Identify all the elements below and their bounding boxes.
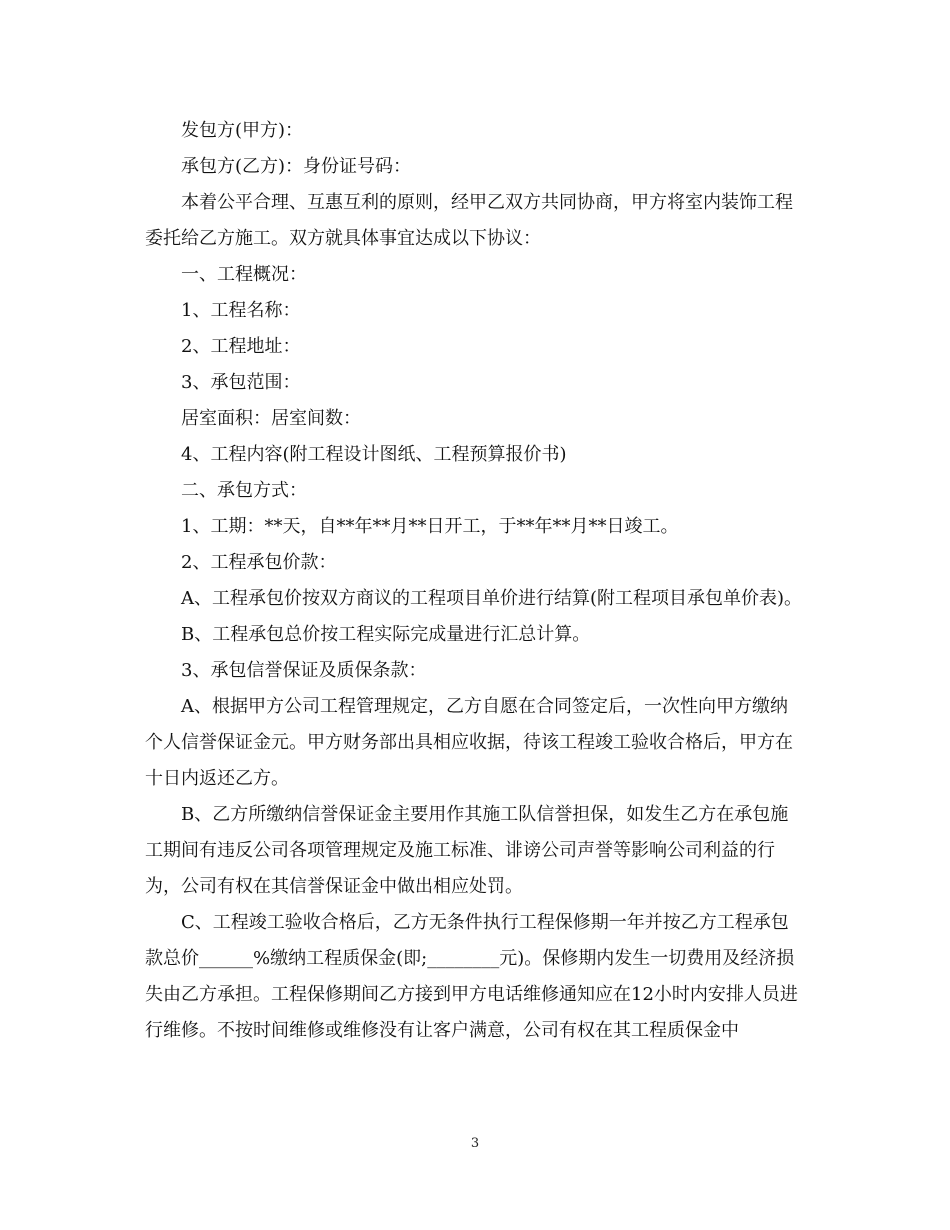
- paragraph-preamble: 本着公平合理、互惠互利的原则，经甲乙双方共同协商，甲方将室内装饰工程委托给乙方施工。双方就具体事宜达成以下协议：: [145, 192, 793, 249]
- paragraph-guarantee-a: A、根据甲方公司工程管理规定，乙方自愿在合同签定后，一次性向甲方缴纳个人信誉保证金元。甲方财务部出具相应收据，待该工程竣工验收合格后，甲方在十日内返还乙方。: [145, 696, 793, 789]
- paragraph-scope: 3、承包范围：: [181, 372, 301, 393]
- paragraph-price: 2、工程承包价款：: [181, 552, 337, 573]
- paragraph-guarantee-c: C、工程竣工验收合格后，乙方无条件执行工程保修期一年并按乙方工程承包款总价______%缴纳工程质保金(即;________元)。保修期内发生一切费用及经济损失由乙方承担。工程保修期间乙方接到甲方电话维修通知应在12小时内安排人员进行维修。不按时间维修或维修没有让客户满意，公司有权在其工程质保金中: [145, 912, 798, 1041]
- document-body: [145, 113, 805, 1049]
- paragraph-party-b: 承包方(乙方)：身份证号码：: [181, 156, 412, 177]
- paragraph-price-b: B、工程承包总价按工程实际完成量进行汇总计算。: [181, 624, 591, 645]
- paragraph-room-area: 居室面积：居室间数：: [181, 408, 361, 429]
- section-heading-contract-method: 二、承包方式：: [181, 480, 307, 501]
- paragraph-party-a: 发包方(甲方)：: [181, 120, 304, 141]
- paragraph-price-a: A、工程承包价按双方商议的工程项目单价进行结算(附工程项目承包单价表)。: [181, 588, 803, 609]
- paragraph-project-content: 4、工程内容(附工程设计图纸、工程预算报价书): [181, 444, 567, 465]
- paragraph-duration: 1、工期：**天，自**年**月**日开工，于**年**月**日竣工。: [181, 516, 679, 537]
- paragraph-project-name: 1、工程名称：: [181, 300, 301, 321]
- paragraph-guarantee-b: B、乙方所缴纳信誉保证金主要用作其施工队信誉担保，如发生乙方在承包施工期间有违反公司各项管理规定及施工标准、诽谤公司声誉等影响公司利益的行为，公司有权在其信誉保证金中做出相应处罚。: [145, 804, 789, 897]
- paragraph-guarantee: 3、承包信誉保证及质保条款：: [181, 660, 427, 681]
- section-heading-overview: 一、工程概况：: [181, 264, 307, 285]
- page-number: 3: [470, 1136, 480, 1151]
- paragraph-project-address: 2、工程地址：: [181, 336, 301, 357]
